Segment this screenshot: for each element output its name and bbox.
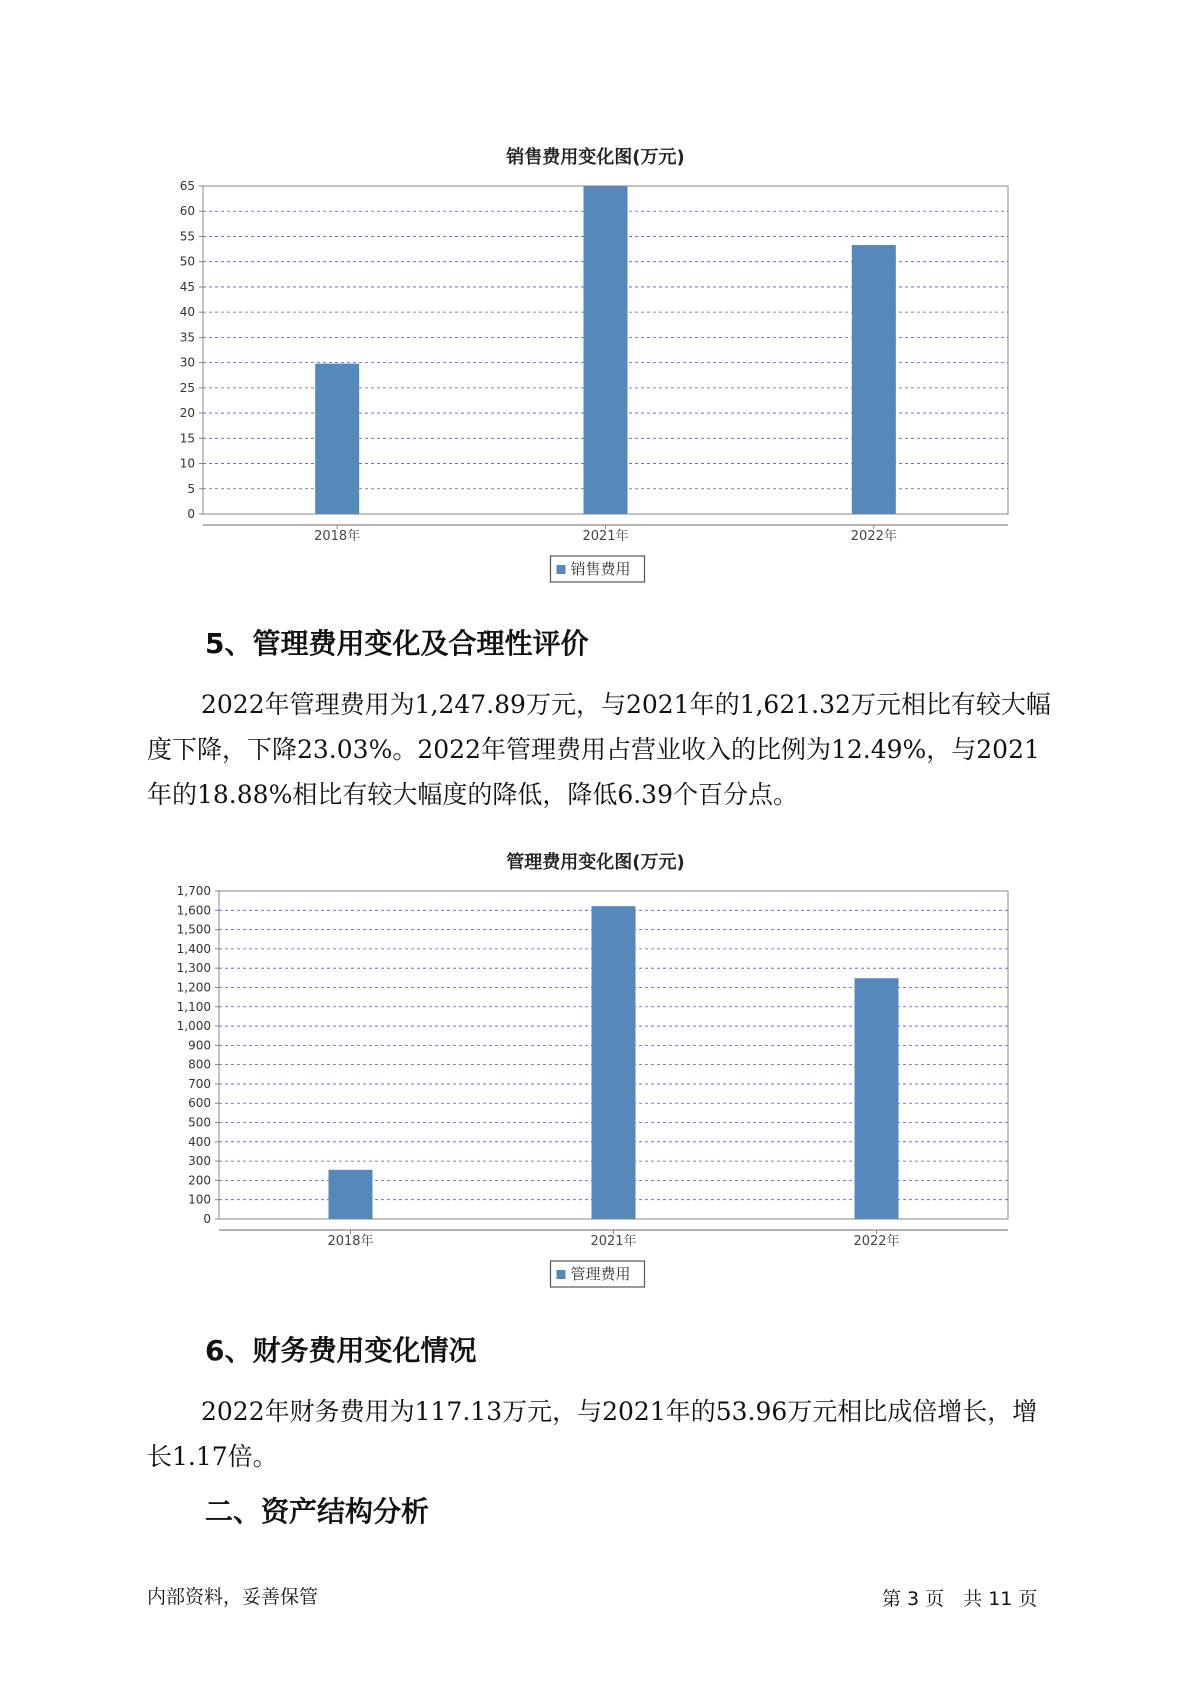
section-paragraph-6	[147, 1389, 1052, 1479]
bar-1	[329, 1170, 373, 1219]
y-tick-label: 1,700	[176, 884, 211, 898]
x-tick-label: 2021年	[582, 529, 629, 544]
y-tick-label: 1,200	[176, 980, 211, 995]
y-tick-label: 60	[179, 204, 195, 219]
x-tick-label: 2022年	[850, 529, 897, 544]
y-tick-label: 1,600	[176, 903, 211, 918]
section-paragraph-6-text: 2022年财务费用为117.13万元，与2021年的53.96万元相比成倍增长，增长1.17倍。	[147, 1397, 1038, 1471]
y-tick-label: 300	[188, 1154, 211, 1169]
y-tick-label: 900	[188, 1038, 211, 1053]
y-tick-label: 1,000	[176, 1019, 211, 1034]
bar-2	[592, 906, 636, 1219]
y-tick-label: 50	[179, 254, 195, 269]
chart-title-admin: 管理费用变化图(万元)	[506, 852, 685, 873]
y-tick-label: 200	[188, 1173, 211, 1188]
chart-title-sales: 销售费用变化图(万元)	[506, 147, 685, 168]
y-tick-label: 20	[179, 406, 195, 421]
y-tick-label: 45	[179, 279, 195, 294]
footer-confidential-note: 内部资料，妥善保管	[147, 1586, 319, 1608]
section-paragraph-5-text: 2022年管理费用为1,247.89万元，与2021年的1,621.32万元相比有较大幅度下降，下降23.03%。2022年管理费用占营业收入的比例为12.49%，与2021年的18.88%相比有较大幅度的降低，降低6.39个百分点。	[147, 690, 1051, 809]
section-heading-asset-structure: 二、资产结构分析	[205, 1495, 430, 1528]
y-tick-label: 15	[179, 431, 195, 446]
y-tick-label: 5	[187, 481, 195, 496]
section-heading-6: 6、财务费用变化情况	[205, 1334, 477, 1367]
x-tick-label: 2021年	[590, 1234, 637, 1249]
y-tick-label: 40	[179, 305, 195, 320]
footer-page-number: 第 3 页 共 11 页	[882, 1588, 1038, 1610]
legend-label: 销售费用	[570, 560, 631, 578]
y-tick-label: 500	[188, 1115, 211, 1130]
y-tick-label: 30	[179, 355, 195, 370]
x-tick-label: 2022年	[853, 1234, 900, 1249]
y-tick-label: 1,100	[176, 999, 211, 1014]
legend-label: 管理费用	[570, 1265, 631, 1283]
y-tick-label: 1,400	[176, 941, 211, 956]
y-tick-label: 1,300	[176, 961, 211, 976]
y-tick-label: 1,500	[176, 922, 211, 937]
y-tick-label: 25	[179, 380, 195, 395]
section-heading-5: 5、管理费用变化及合理性评价	[205, 627, 589, 660]
y-tick-label: 35	[179, 330, 195, 345]
y-tick-label: 600	[188, 1096, 211, 1111]
x-tick-label: 2018年	[314, 529, 361, 544]
y-tick-label: 800	[188, 1057, 211, 1072]
y-tick-label: 400	[188, 1134, 211, 1149]
x-tick-label: 2018年	[327, 1234, 374, 1249]
y-tick-label: 0	[203, 1212, 211, 1226]
y-tick-label: 65	[179, 179, 195, 193]
y-tick-label: 700	[188, 1076, 211, 1091]
bar-3	[855, 978, 899, 1219]
y-tick-label: 100	[188, 1192, 211, 1207]
y-tick-label: 0	[187, 507, 195, 521]
legend-swatch	[557, 1270, 566, 1279]
y-tick-label: 10	[179, 456, 195, 471]
y-tick-label: 55	[179, 229, 195, 244]
